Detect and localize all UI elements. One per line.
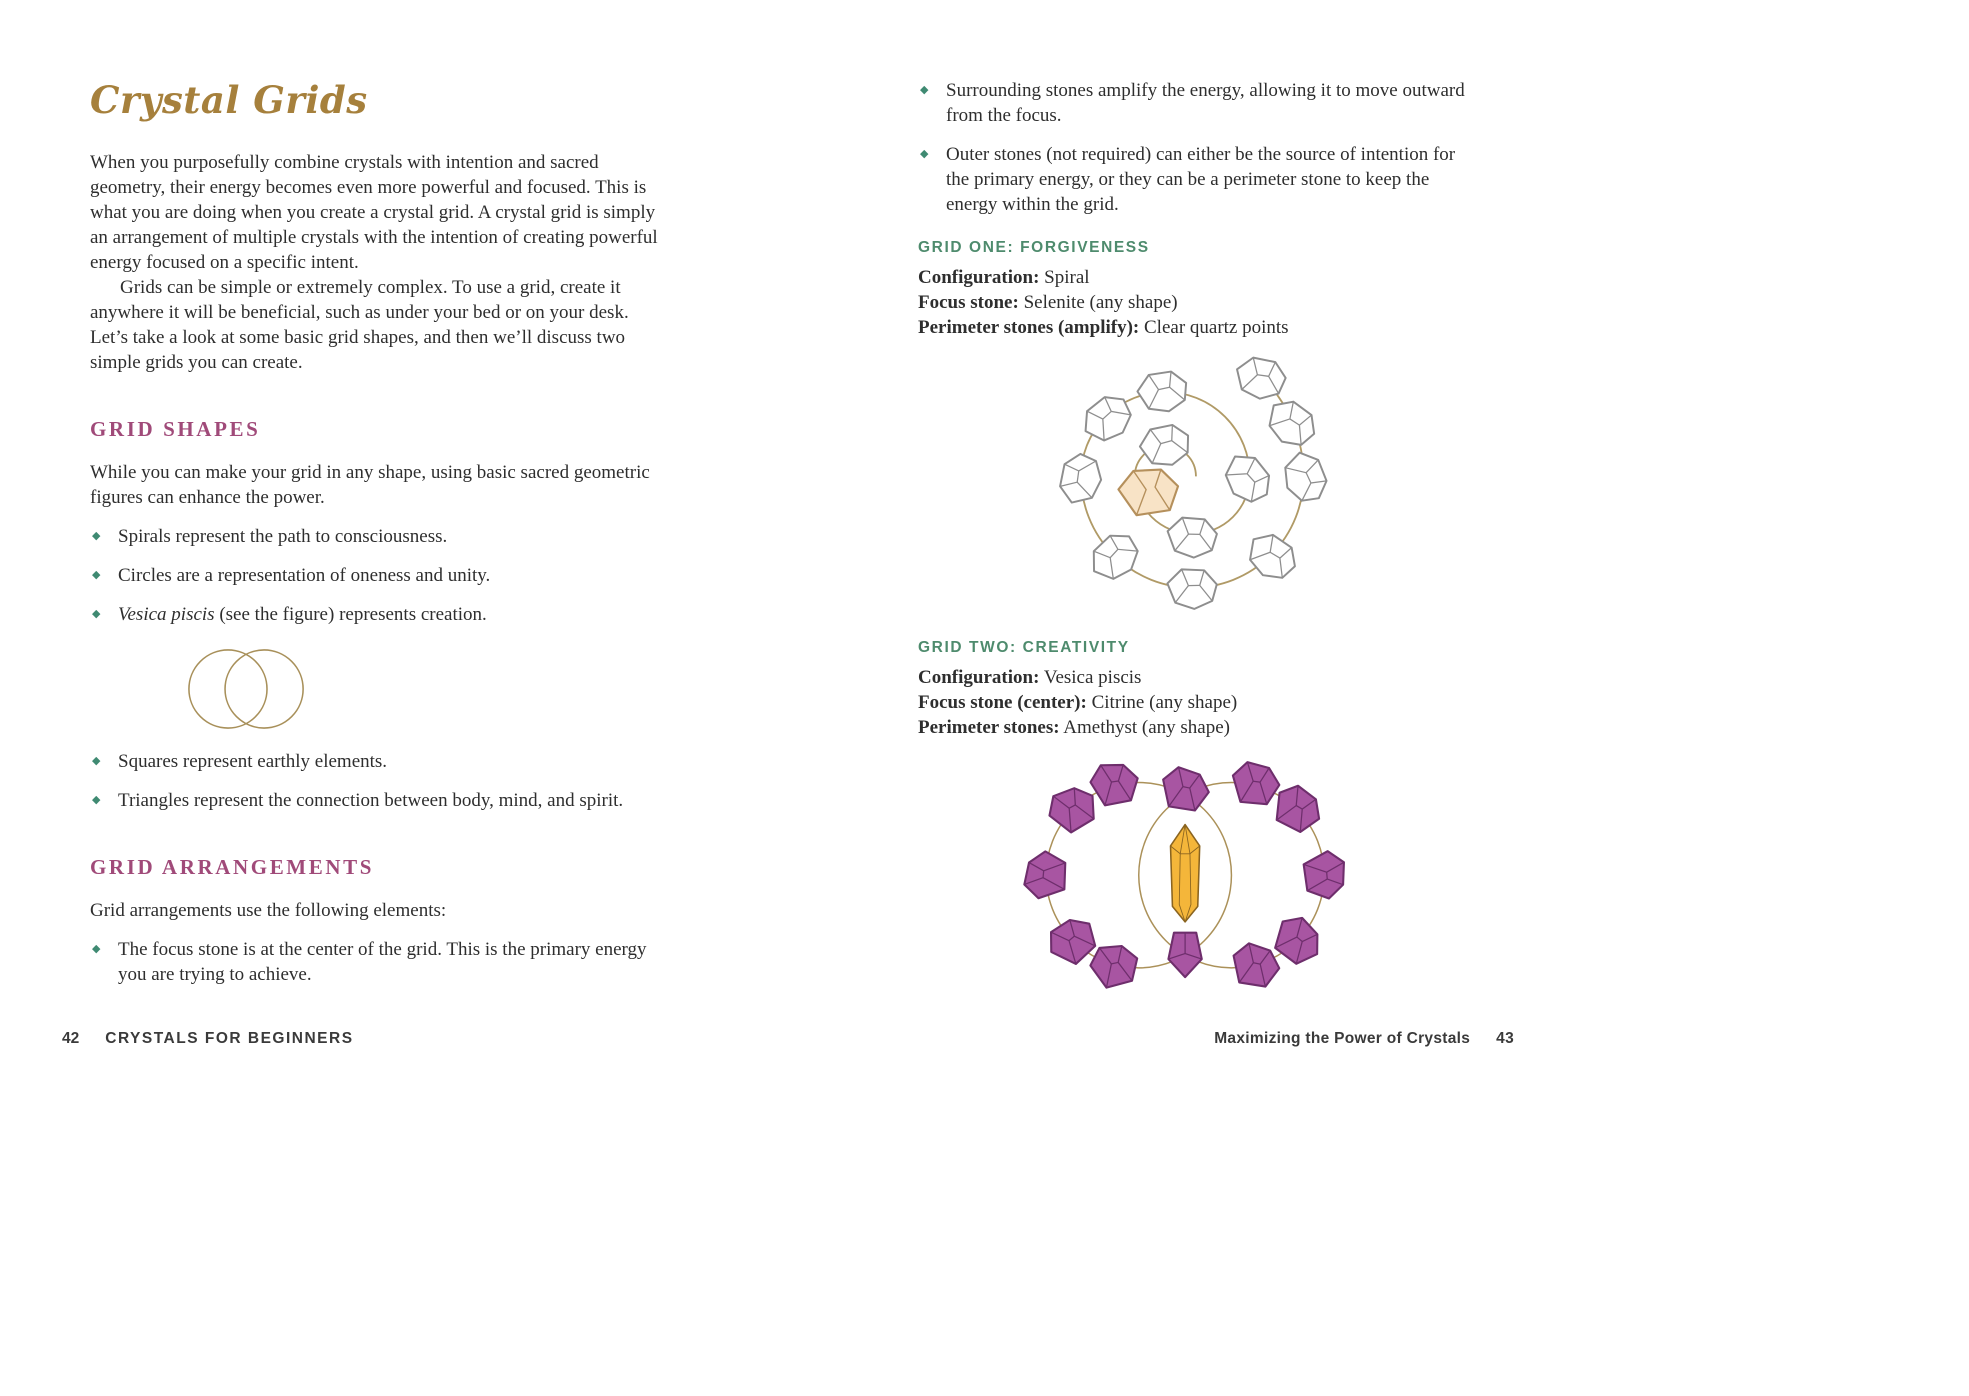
diamond-bullet-icon: ◆ <box>92 530 101 542</box>
page-right <box>918 78 1480 1005</box>
section-heading-grid-arrangements: GRID ARRANGEMENTS <box>90 855 374 879</box>
vesica-piscis-figure <box>186 645 308 733</box>
grid-shapes-intro: While you can make your grid in any shape, using basic sacred geometric figures can enhance the power. <box>90 462 650 508</box>
spec-label: Focus stone: <box>918 292 1019 313</box>
spec-line <box>918 715 1480 740</box>
bullet-text: Surrounding stones amplify the energy, allowing it to move outward from the focus. <box>946 80 1465 126</box>
grid-two-heading: GRID TWO: CREATIVITY <box>918 639 1130 656</box>
spec-label: Perimeter stones (amplify): <box>918 317 1140 338</box>
vesica-rest: (see the figure) represents creation. <box>214 604 487 625</box>
spec-label: Configuration: <box>918 667 1040 688</box>
list-item <box>920 142 1480 217</box>
diamond-bullet-icon: ◆ <box>92 755 101 767</box>
diamond-bullet-icon: ◆ <box>92 943 101 955</box>
grid-one-heading: GRID ONE: FORGIVENESS <box>918 239 1150 256</box>
grid-arrangements-intro: Grid arrangements use the following elements: <box>90 900 447 921</box>
spec-label: Focus stone (center): <box>918 692 1087 713</box>
list-item <box>92 524 662 549</box>
list-item <box>92 788 662 813</box>
page-left <box>90 78 662 987</box>
spec-value: Amethyst (any shape) <box>1063 717 1230 738</box>
intro-paragraph-2: Grids can be simple or extremely complex. To use a grid, create it anywhere it will be beneficial, such as under your bed or on your desk. Let’s take a look at some basic grid shapes, and then we’ll discuss two simple grids you can create. <box>90 277 629 373</box>
chapter-title: Crystal Grids <box>90 78 368 122</box>
page-number-left: 42 <box>62 1030 80 1047</box>
spec-line <box>918 315 1480 340</box>
spiral-grid-illustration <box>1049 348 1349 617</box>
selenite-focus-stone <box>1117 466 1181 516</box>
spec-value: Citrine (any shape) <box>1091 692 1238 713</box>
citrine-focus-stone <box>1171 825 1200 922</box>
spec-value: Selenite (any shape) <box>1023 292 1178 313</box>
spec-line <box>918 290 1480 315</box>
list-item <box>92 937 662 987</box>
bullet-text: Outer stones (not required) can either be the source of intention for the primary energy, or they can be a perimeter stone to keep the energy within the grid. <box>946 144 1456 215</box>
vesica-grid-illustration <box>1009 750 1389 1005</box>
spec-value: Spiral <box>1044 267 1090 288</box>
bullet-text: Squares represent earthly elements. <box>118 751 388 772</box>
intro-paragraph-1: When you purposefully combine crystals with intention and sacred geometry, their energy becomes even more powerful and focused. This is what you are doing when you create a crystal grid. A crystal grid is simply an arrangement of multiple crystals with the intention of creating powerful energy focused on a specific intent. <box>90 152 658 273</box>
diamond-bullet-icon: ◆ <box>92 569 101 581</box>
running-head-left: CRYSTALS FOR BEGINNERS <box>105 1030 354 1047</box>
list-item <box>92 563 662 588</box>
right-page-footer <box>918 1030 1514 1048</box>
diamond-bullet-icon: ◆ <box>92 608 101 620</box>
diamond-bullet-icon: ◆ <box>920 84 929 96</box>
spec-line <box>918 265 1480 290</box>
left-page-footer <box>62 1030 354 1048</box>
list-item <box>92 602 662 627</box>
vesica-term: Vesica piscis <box>118 604 215 625</box>
list-item <box>92 749 662 774</box>
bullet-text: The focus stone is at the center of the grid. This is the primary energy you are trying to achieve. <box>118 939 647 985</box>
page-number-right: 43 <box>1496 1030 1514 1047</box>
diamond-bullet-icon: ◆ <box>920 148 929 160</box>
spec-label: Configuration: <box>918 267 1040 288</box>
spec-label: Perimeter stones: <box>918 717 1060 738</box>
spec-line <box>918 665 1480 690</box>
spec-value: Clear quartz points <box>1144 317 1289 338</box>
bullet-text: Circles are a representation of oneness and unity. <box>118 565 491 586</box>
bullet-text: Triangles represent the connection between body, mind, and spirit. <box>118 790 624 811</box>
running-head-right: Maximizing the Power of Crystals <box>1214 1030 1471 1047</box>
bullet-text <box>118 602 487 627</box>
spec-line <box>918 690 1480 715</box>
section-heading-grid-shapes: GRID SHAPES <box>90 417 261 441</box>
spec-value: Vesica piscis <box>1043 667 1142 688</box>
bullet-text: Spirals represent the path to consciousness. <box>118 526 448 547</box>
list-item <box>920 78 1480 128</box>
diamond-bullet-icon: ◆ <box>92 794 101 806</box>
